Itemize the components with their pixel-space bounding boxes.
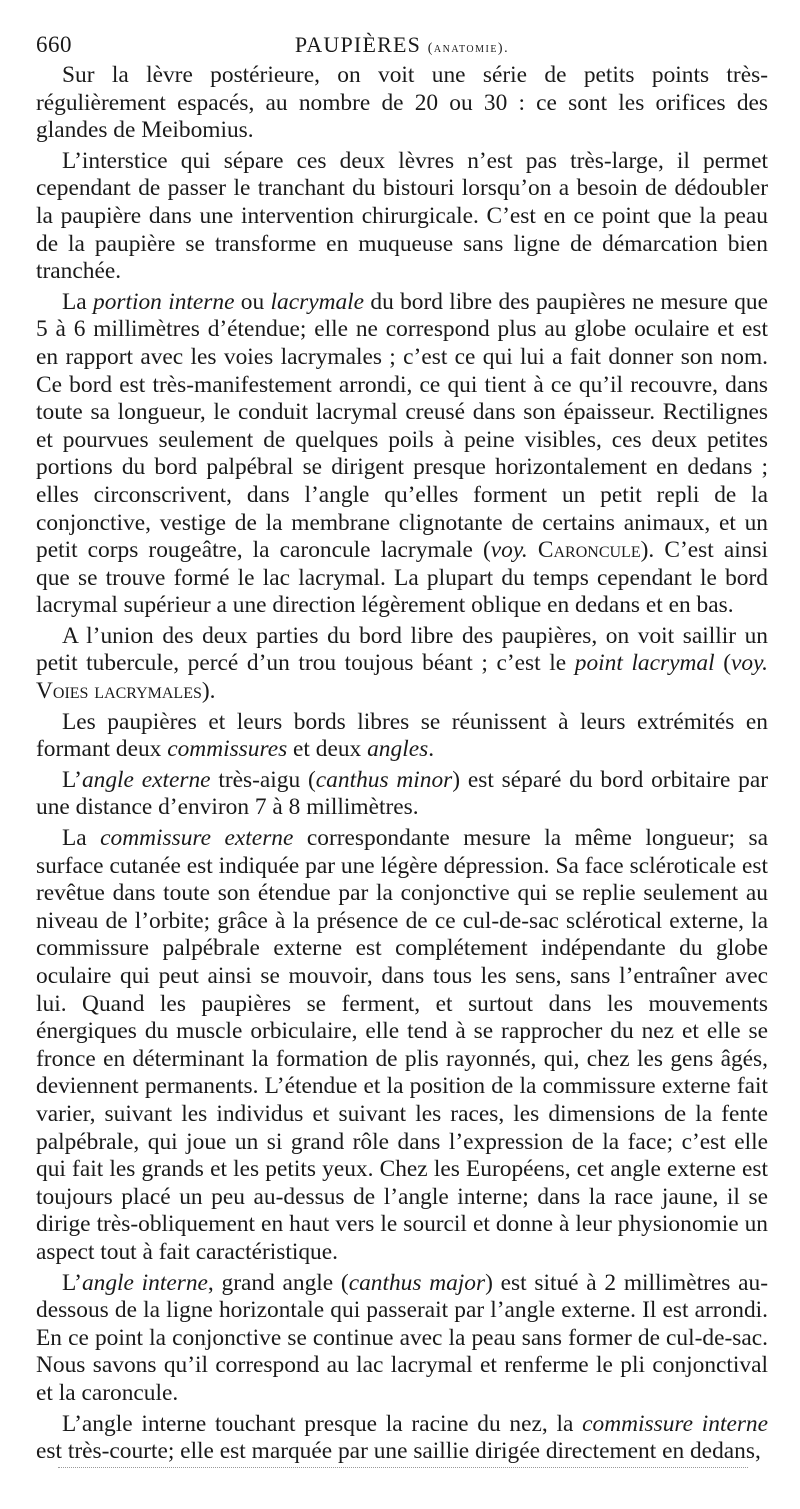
italic-text: portion interne <box>93 288 235 315</box>
paragraph-text: ou <box>234 288 271 315</box>
paragraph-text: correspondante mesure la même longueur; sa surface cutanée est indiquée par une légère dépression. Sa face scléroticale est revêtue dans toute son étendue par la conjonctive qui se replie seulement au niveau de l’orbite; grâce à la présence de ce cul-de-sac sclérotical externe, la commissure palpébrale externe est complétement indépendante du globe oculaire qui peut ainsi se mouvoir, dans tous les sens, sans l’entraîner avec lui. Quand les paupières se ferment, et surtout dans les mouvements énergiques du muscle orbiculaire, elle tend à se rapprocher du nez et elle se fronce en déterminant la formation de plis rayonnés, qui, chez les gens âgés, deviennent permanents. L’étendue et la position de la commissure externe fait varier, suivant les individus et suivant les races, les dimensions de la fente palpébrale, qui joue un si grand rôle dans l’expression de la face; c’est elle qui fait les grands et les petits yeux. Chez les Européens, cet angle externe est toujours placé un peu au-dessus de l’angle interne; dans la race jaune, il se dirige très-obliquement en haut vers le sourcil et donne à leur physionomie un aspect tout à fait caractéristique. <box>36 825 768 1265</box>
paragraph-text: Sur la lèvre postérieure, on voit une série de petits points très-régulièrement espacés, au nombre de 20 ou 30 : ce sont les orifices des glandes de Meibomius. <box>36 62 768 144</box>
smallcaps-reference: Caroncule <box>537 537 641 564</box>
paragraph-text: La <box>62 288 93 315</box>
italic-text: point lacrymal <box>574 650 715 677</box>
italic-text: voy. <box>731 650 769 677</box>
paragraph <box>36 62 768 145</box>
italic-text: angle interne <box>81 1269 208 1296</box>
paragraph <box>36 825 768 1267</box>
italic-text: angle externe <box>81 766 211 793</box>
italic-text: canthus major <box>348 1269 486 1296</box>
paragraph <box>36 623 768 706</box>
paragraph-text: ). <box>201 678 216 705</box>
paragraph-text: ( <box>714 650 731 677</box>
italic-text: commissures <box>167 736 288 763</box>
paragraph-text: L’ <box>62 766 82 793</box>
paragraph <box>36 289 768 620</box>
paragraph <box>36 1270 768 1408</box>
paragraph-text: La <box>62 825 101 852</box>
paragraph <box>36 148 768 286</box>
italic-text: lacrymale <box>270 288 365 315</box>
italic-text: commissure externe <box>100 825 294 852</box>
italic-text: voy. <box>490 537 528 564</box>
bottom-rule <box>58 1467 748 1468</box>
paragraph <box>36 767 768 822</box>
italic-text: commissure interne <box>582 1410 769 1437</box>
paragraph-text: très-aigu ( <box>210 766 316 793</box>
paragraph-text: ) est situé à 2 millimètres au-dessous de la ligne horizontale qui passerait par l’angle externe. Il est arrondi. En ce point la conjonctive se continue avec la peau sans former de cul-de-sac. Nous savons qu’il correspond au lac lacrymal et renferme le pli conjonctival et la caroncule. <box>36 1269 768 1406</box>
italic-text: angles <box>367 736 429 763</box>
paragraph-text: Les paupières et leurs bords libres se réunissent à leurs extrémités en formant deux <box>36 708 768 763</box>
paragraph <box>36 709 768 764</box>
paragraph-text: L’ <box>62 1269 82 1296</box>
paragraph-text: L’interstice qui sépare ces deux lèvres n’est pas très-large, il permet cependant de passer le tranchant du bistouri lorsqu’on a besoin de dédoubler la paupière dans une intervention chirurgicale. C’est en ce point que la peau de la paupière se transforme en muqueuse sans ligne de démarcation bien tranchée. <box>36 147 768 285</box>
paragraph <box>36 1411 768 1466</box>
paragraph-text <box>528 537 538 563</box>
body-text <box>36 62 768 1466</box>
paragraph-text: , grand angle ( <box>207 1269 349 1296</box>
italic-text: canthus minor <box>315 766 453 793</box>
paragraph-text: et deux <box>287 736 368 763</box>
running-head-title: PAUPIÈRES <box>294 32 422 57</box>
paragraph-text: ) est séparé du bord orbitaire par une distance d’environ 7 à 8 millimètres. <box>36 766 769 821</box>
running-head-subtitle: (anatomie). <box>427 41 510 56</box>
paragraph-text: L’angle interne touchant presque la racine du nez, la <box>62 1410 583 1437</box>
page-number: 660 <box>36 32 72 57</box>
paragraph-text: du bord libre des paupières ne mesure que 5 à 6 millimètres d’étendue; elle ne correspond plus au globe oculaire et est en rapport avec les voies lacrymales ; c’est ce qui lui a fait donner son nom. Ce bord est très-manifestement arrondi, ce qui tient à ce qu’il recouvre, dans toute sa longueur, le conduit lacrymal creusé dans son épaisseur. Rectilignes et pourvues seulement de quelques poils à peine visibles, ces deux petites portions du bord palpébral se dirigent presque horizontalement en dedans ; elles circonscrivent, dans l’angle qu’elles forment un petit repli de la conjonctive, vestige de la membrane clignotante de certains animaux, et un petit corps rougeâtre, la caroncule lacrymale ( <box>36 288 768 564</box>
paragraph-text: ). C’est ainsi que se trouve formé le lac lacrymal. La plupart du temps cependant le bord lacrymal supérieur a une direction légèrement oblique en dedans et en bas. <box>36 537 768 619</box>
page-header <box>36 28 768 62</box>
paragraph-text: A l’union des deux parties du bord libre des paupières, on voit saillir un petit tubercule, percé d’un trou toujous béant ; c’est le <box>36 622 768 677</box>
paragraph-text: . <box>428 736 435 763</box>
smallcaps-reference: Voies lacrymales <box>36 678 202 705</box>
paragraph-text: est très-courte; elle est marquée par une saillie dirigée directement en dedans, <box>36 1438 761 1465</box>
running-head <box>36 32 768 58</box>
document-page <box>36 28 768 1469</box>
